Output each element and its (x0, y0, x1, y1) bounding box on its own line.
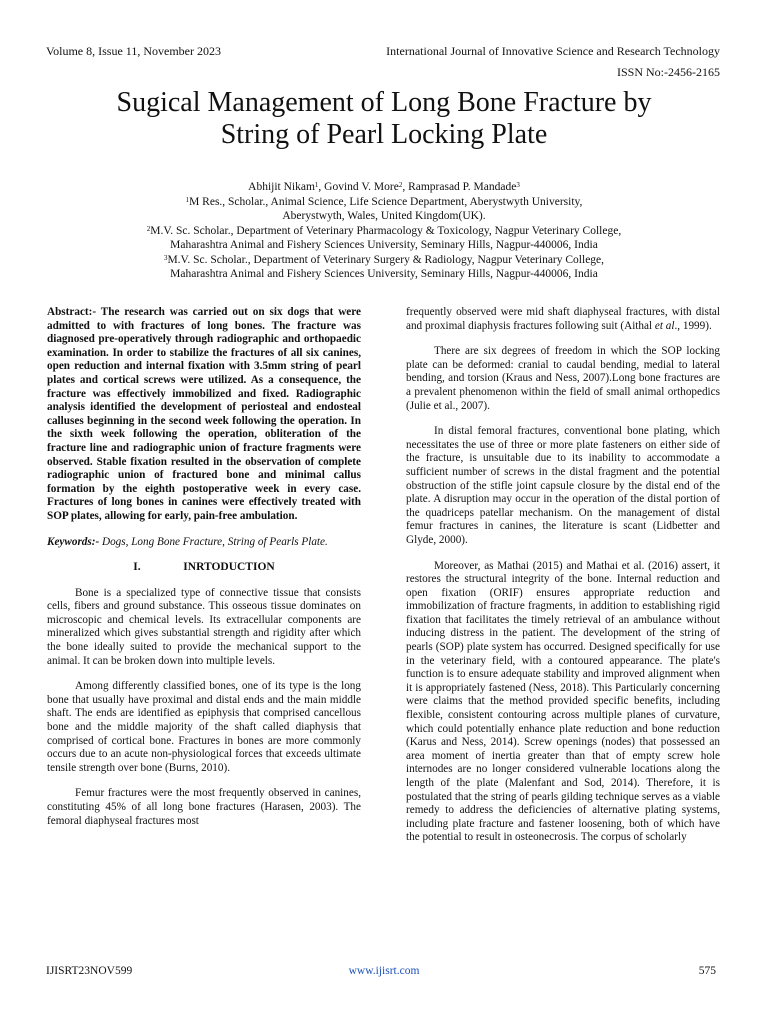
journal-name: International Journal of Innovative Science and Research Technology (386, 44, 720, 58)
affiliation-3-line-1: M.V. Sc. Scholar., Department of Veterinary Surgery & Radiology, Nagpur Veterinary College, (167, 253, 605, 266)
affiliation-2-line-2: Maharashtra Animal and Fishery Sciences University, Seminary Hills, Nagpur-440006, India (170, 239, 598, 251)
paragraph: Femur fractures were the most frequently observed in canines, constituting 45% of all long bone fractures (Harasen, 2003). The femoral diaphyseal fractures most (47, 787, 361, 827)
text-run: frequently observed were mid shaft diaphyseal fractures, with distal and proximal diaphysis fractures following suit (Aithal (406, 306, 720, 332)
issn: ISSN No:-2456-2165 (616, 65, 720, 79)
section-title: INRTODUCTION (183, 561, 275, 574)
keywords (47, 536, 361, 550)
abstract: Abstract:- The research was carried out on six dogs that were admitted to with fractures of long bones. The fracture was diagnosed pre-operatively through radiographic and orthopaedic examination. In order to stabilize the fractures of all six canines, open reduction and internal fixation with 3.5mm string of pearl plates and cortical screws were utilized. As a consequence, the fracture was effectively immobilized and fixed. Radiographic analysis identified the development of periosteal and endosteal calluses beginning in the second week following the operation. In the sixth week following the operation, obliteration of the fracture line and radiographic union of fracture fragments were observed. Stable fixation resulted in the observation of complete radiographic union of fractured bone and minimal callus formation by the eighth postoperative week in every case. Fractures of long bones in canines were effectively treated with SOP plates, allowing for early, pain-free ambulation. (47, 306, 361, 522)
author-1: Abhijit Nikam (248, 181, 315, 193)
paragraph-continued (406, 306, 720, 333)
paper-title (60, 87, 708, 151)
keywords-label: Keywords:- (47, 535, 100, 548)
paragraph: Among differently classified bones, one of its type is the long bone that usually have proximal and distal ends and the main middle shaft. The ends are identified as epiphysis that comprised cancellous bone and the middle majority of the shaft called diaphysis that comprised of cortical bone. Fractures in bones are more commonly occurs due to an acute non-physiological forces that exceeds ultimate tensile strength over bone (Burns, 2010). (47, 680, 361, 774)
affiliation-3-line-2: Maharashtra Animal and Fishery Sciences University, Seminary Hills, Nagpur-440006, India (170, 268, 598, 280)
left-column (47, 306, 361, 840)
paragraph: Moreover, as Mathai (2015) and Mathai et al. (2016) assert, it restores the structural integrity of the bone. Internal reduction and open fixation (ORIF) ensures appropriate reduction and immobilization of fracture fragments, in addition to establishing rigid fixation that facilitates the timely retrieval of an ambulance without inducing distress in the patient. The development of the string of pearls (SOP) plate system has occurred. Designed specifically for use in the veterinary field, with a contoured appearance. The plate's function is to ensure adequate stability and improved alignment when it is appropriately fastened (Ness, 2018). This Particularly concerning were claims that the method provided specific benefits, including flexible, consistent contouring across multiple planes of curvature, which could potentially enhance plate reduction and bone reduction (Karus and Ness, 2014). Screw openings (nodes) that possessed an area moment of inertia greater than that of empty screw hole internodes are no longer considered vulnerable locations along the length of the plate (Malenfant and Sod, 2014). Therefore, it is postulated that the string of pearls gilding technique serves as a viable remedy to address the deficiencies of alternative plating systems, including plate fracture and fastener loosening, both of which have the potential to result in osteonecrosis. The corpus of scholarly (406, 559, 720, 844)
author-names: Abhijit Nikam$^1$, Govind V. More$^2$, Ramprasad P. Mandade$^3$ (248, 181, 520, 193)
title-line-1: Sugical Management of Long Bone Fracture by (116, 87, 652, 118)
et-al: et al (654, 319, 675, 332)
affiliation-1-line-1: M Res., Scholar., Animal Science, Life Science Department, Aberystwyth University, (189, 195, 583, 208)
page-number: 575 (698, 965, 716, 977)
text-run: ., 1999). (674, 319, 712, 332)
author-2: Govind V. More (324, 181, 399, 193)
keywords-text: Dogs, Long Bone Fracture, String of Pearls Plate. (99, 535, 328, 548)
affiliation-1-line-2: Aberystwyth, Wales, United Kingdom(UK). (282, 210, 486, 222)
paragraph: There are six degrees of freedom in which the SOP locking plate can be deformed: cranial to caudal bending, medial to lateral bending, and torsion (Kraus and Ness, 2007).Long bone fractures are a prevalent phenomenon within the field of small animal orthopedics (Julie et al., 2007). (406, 345, 720, 412)
article-code: IJISRT23NOV599 (46, 965, 133, 977)
title-line-2: String of Pearl Locking Plate (220, 119, 548, 150)
affiliation-2-line-1: M.V. Sc. Scholar., Department of Veterinary Pharmacology & Toxicology, Nagpur Veterinary College, (150, 224, 622, 237)
section-number: I. (133, 561, 141, 574)
section-heading-introduction (47, 561, 361, 575)
author-block: Abhijit Nikam$^1$, Govind V. More$^2$, Ramprasad P. Mandade$^3$ $^1$M Res., Scholar., Animal Science, Life Science Department, Aberystwyth University, Aberystwyth, Wales, United Kingdom(UK). $^2$M.V. Sc. Scholar., Department of Veterinary Pharmacology & Toxicology, Nagpur Veterinary College, Maharashtra Animal and Fishery Sciences University, Seminary Hills, Nagpur-440006, India $^3$M.V. Sc. Scholar., Department of Veterinary Surgery & Radiology, Nagpur Veterinary College, Maharashtra Animal and Fishery Sciences University, Seminary Hills, Nagpur-440006, India (80, 180, 688, 282)
right-column (406, 306, 720, 857)
volume-issue: Volume 8, Issue 11, November 2023 (46, 44, 221, 58)
paragraph: In distal femoral fractures, conventional bone plating, which necessitates the use of three or more plate fasteners on either side of the fracture, is unsuitable due to its inability to accommodate a sufficient number of screws in the distal fragment and the potential obstruction of the stifle joint capsule closure by the distal end of the plate. A disruption may occur in the operation of the distal portion of the quadriceps patellar mechanism. On the management of distal femur fractures in canines, the literature is scant (Lidbetter and Glyde, 2000). (406, 425, 720, 546)
author-3: Ramprasad P. Mandade (408, 181, 517, 193)
journal-url-link[interactable]: www.ijisrt.com (348, 965, 420, 977)
paragraph: Bone is a specialized type of connective tissue that consists cells, fibers and ground substance. This osseous tissue dominates on microscopic and chemical levels. Its extracellular components are mineralized which gives substantial strength and rigidity after which the bone ideally suited to provide the mechanical support to the animal. It can be broken down into multiple levels. (47, 586, 361, 667)
